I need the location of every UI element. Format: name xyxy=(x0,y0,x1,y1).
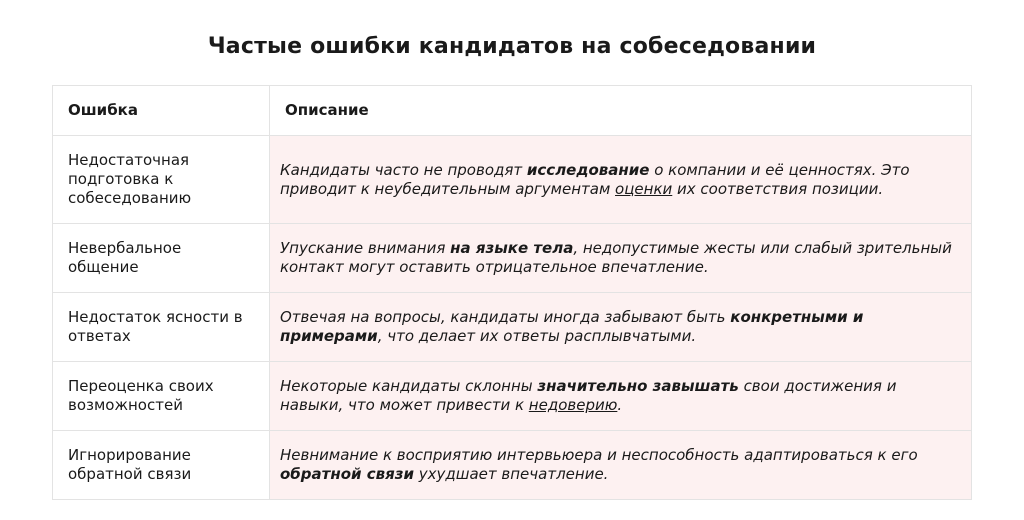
description-text: их соответствия позиции. xyxy=(672,179,884,198)
error-cell: Недостаток ясности в ответах xyxy=(53,293,270,362)
error-cell: Игнорирование обратной связи xyxy=(53,431,270,500)
description-cell xyxy=(270,293,972,362)
description-text: . xyxy=(617,396,623,414)
error-cell: Невербальное общение xyxy=(53,224,270,293)
table-row xyxy=(53,293,972,362)
description-cell xyxy=(270,224,972,293)
column-header-description: Описание xyxy=(270,86,972,136)
description-text: Некоторые кандидаты склонны xyxy=(280,377,538,395)
table-row xyxy=(53,362,972,431)
emphasis-text: исследование xyxy=(526,160,650,179)
error-cell: Переоценка своих возможностей xyxy=(53,362,270,431)
description-text: Упускание внимания xyxy=(280,239,451,257)
description-text: о компании и её ценностях. Это приводит к неубедительным аргументам xyxy=(280,160,910,198)
description-cell xyxy=(270,431,972,500)
table-row xyxy=(53,136,972,224)
emphasis-text: на языке тела xyxy=(450,239,574,257)
column-header-error: Ошибка xyxy=(53,86,270,136)
description-text: Отвечая на вопросы, кандидаты иногда забывают быть xyxy=(280,308,731,326)
description-text: ухудшает впечатление. xyxy=(413,465,609,483)
description-text: Кандидаты часто не проводят xyxy=(280,160,527,179)
table-header-row xyxy=(53,86,972,136)
description-text: свои достижения и навыки, что может привести к xyxy=(280,377,897,414)
description-cell xyxy=(270,136,972,224)
emphasis-text: конкретными и примерами xyxy=(280,308,864,345)
emphasis-text: обратной связи xyxy=(280,465,414,483)
emphasis-text: значительно завышать xyxy=(537,377,739,395)
table-row xyxy=(53,431,972,500)
description-text: , недопустимые жесты или слабый зрительный контакт могут оставить отрицательное впечатление. xyxy=(280,239,952,276)
mistakes-table xyxy=(52,85,972,500)
underlined-text: оценки xyxy=(615,179,673,198)
description-text: Невнимание к восприятию интервьюера и неспособность адаптироваться к его xyxy=(280,446,918,464)
underlined-text: недоверию xyxy=(528,396,618,414)
error-cell: Недостаточная подготовка к собеседованию xyxy=(53,136,270,224)
description-text: , что делает их ответы расплывчатыми. xyxy=(377,327,697,345)
table-row xyxy=(53,224,972,293)
description-cell xyxy=(270,362,972,431)
page-title: Частые ошибки кандидатов на собеседовании xyxy=(207,34,817,59)
